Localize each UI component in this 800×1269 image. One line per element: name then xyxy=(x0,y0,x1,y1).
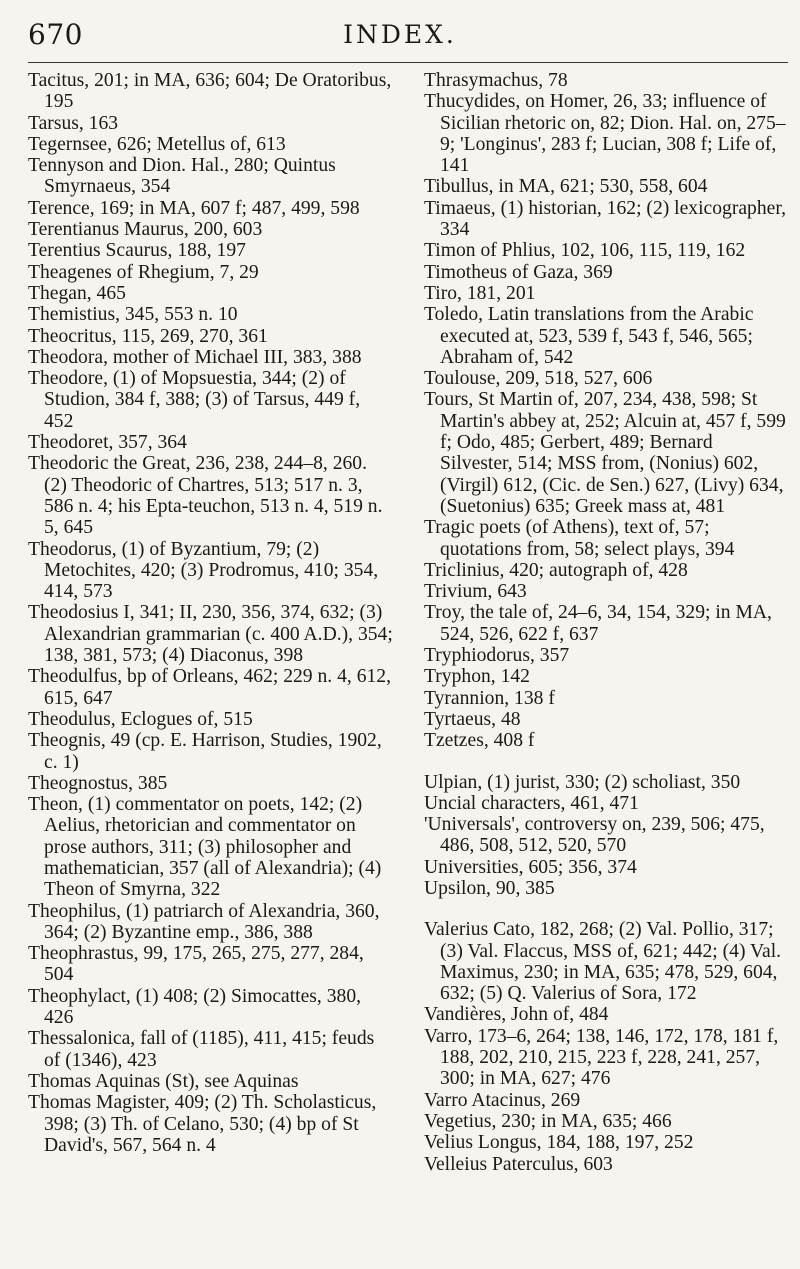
index-entry: Theodoric the Great, 236, 238, 244–8, 260. (2) Theodoric of Chartres, 513; 517 n. 3, 586 n. 4; his Epta-teuchon, 513 n. 4, 519 n. 5, 645 xyxy=(28,453,383,539)
index-entry: Tryphon, 142 xyxy=(424,666,530,688)
index-entry: Terentianus Maurus, 200, 603 xyxy=(28,219,263,241)
index-entry: Tyrannion, 138 f xyxy=(424,687,555,709)
index-entry: Tarsus, 163 xyxy=(28,112,119,134)
page-title: INDEX. xyxy=(343,20,457,49)
index-entry: Varro Atacinus, 269 xyxy=(424,1089,581,1111)
index-entry: Vegetius, 230; in MA, 635; 466 xyxy=(424,1110,672,1132)
index-entry: Theognis, 49 (cp. E. Harrison, Studies, 1902, c. 1) xyxy=(28,730,382,773)
index-entry: Tibullus, in MA, 621; 530, 558, 604 xyxy=(424,176,708,198)
index-entry: Theognostus, 385 xyxy=(28,772,168,794)
index-entry: Upsilon, 90, 385 xyxy=(424,877,555,899)
index-entry: Uncial characters, 461, 471 xyxy=(424,792,639,814)
index-entry: Toulouse, 209, 518, 527, 606 xyxy=(424,368,653,390)
index-entry: Thomas Aquinas (St), see Aquinas xyxy=(28,1070,299,1092)
section-gap xyxy=(424,752,788,772)
index-entry: Tragic poets (of Athens), text of, 57; quotations from, 58; select plays, 394 xyxy=(424,517,735,560)
index-entry: Theodoret, 357, 364 xyxy=(28,432,187,454)
index-entry: Trivium, 643 xyxy=(424,581,527,603)
index-entry: Thrasymachus, 78 xyxy=(424,70,568,91)
index-entry: Valerius Cato, 182, 268; (2) Val. Pollio, 317; (3) Val. Flaccus, MSS of, 621; 442; (4) Val. Maximus, 230; in MA, 635; 478, 529, 604, 632; (5) Q. Valerius of Sora, 172 xyxy=(424,919,782,1005)
left-index-column xyxy=(28,70,393,1156)
index-entry: Tiro, 181, 201 xyxy=(424,282,536,304)
index-entry: Theagenes of Rhegium, 7, 29 xyxy=(28,261,259,283)
header-rule xyxy=(28,62,788,63)
section-gap xyxy=(424,899,788,919)
index-entry: Themistius, 345, 553 n. 10 xyxy=(28,304,238,326)
index-entry: Theodulfus, bp of Orleans, 462; 229 n. 4, 612, 615, 647 xyxy=(28,666,391,709)
index-entry: Timon of Phlius, 102, 106, 115, 119, 162 xyxy=(424,240,746,262)
index-entry: Troy, the tale of, 24–6, 34, 154, 329; in MA, 524, 526, 622 f, 637 xyxy=(424,602,772,645)
index-entry: Universities, 605; 356, 374 xyxy=(424,856,637,878)
index-entry: Ulpian, (1) jurist, 330; (2) scholiast, 350 xyxy=(424,771,741,793)
index-entry: Thegan, 465 xyxy=(28,282,126,304)
index-entry: Theodosius I, 341; II, 230, 356, 374, 632; (3) Alexandrian grammarian (c. 400 A.D.), 354; 138, 381, 573; (4) Diaconus, 398 xyxy=(28,602,393,667)
index-entry: Timotheus of Gaza, 369 xyxy=(424,261,613,283)
index-entry: Theodore, (1) of Mopsuestia, 344; (2) of Studion, 384 f, 388; (3) of Tarsus, 449 f, 452 xyxy=(28,368,361,432)
index-entry: Timaeus, (1) historian, 162; (2) lexicographer, 334 xyxy=(424,197,786,241)
index-entry: Triclinius, 420; autograph of, 428 xyxy=(424,559,688,581)
index-entry: Thessalonica, fall of (1185), 411, 415; feuds of (1346), 423 xyxy=(28,1028,375,1071)
index-entry: Tegernsee, 626; Metellus of, 613 xyxy=(28,133,286,155)
index-entry: Tacitus, 201; in MA, 636; 604; De Oratoribus, 195 xyxy=(28,70,392,113)
index-entry: Theodulus, Eclogues of, 515 xyxy=(28,708,253,730)
index-entry: Velius Longus, 184, 188, 197, 252 xyxy=(424,1132,694,1154)
right-index-column xyxy=(424,70,788,1175)
index-entry: Terentius Scaurus, 188, 197 xyxy=(28,240,246,262)
index-entry: Thucydides, on Homer, 26, 33; influence of Sicilian rhetoric on, 82; Dion. Hal. on, 275–9; 'Longinus', 283 f; Lucian, 308 f; Life of, 141 xyxy=(424,91,786,177)
index-entry: Tyrtaeus, 48 xyxy=(424,708,521,730)
index-entry: Varro, 173–6, 264; 138, 146, 172, 178, 181 f, 188, 202, 210, 215, 223 f, 228, 241, 257, 300; in MA, 627; 476 xyxy=(424,1025,779,1090)
index-entry: Vandières, John of, 484 xyxy=(424,1004,609,1026)
index-entry: Velleius Paterculus, 603 xyxy=(424,1153,613,1175)
page-number: 670 xyxy=(28,18,83,51)
index-entry: Tryphiodorus, 357 xyxy=(424,645,570,667)
index-entry: Toledo, Latin translations from the Arabic executed at, 523, 539 f, 543 f, 546, 565; Abraham of, 542 xyxy=(424,304,754,368)
index-entry: Tours, St Martin of, 207, 234, 438, 598; St Martin's abbey at, 252; Alcuin at, 457 f, 599 f; Odo, 485; Gerbert, 489; Bernard Silvester, 514; MSS from, (Nonius) 602, (Virgil) 612, (Cic. de Sen.) 627, (Livy) 634, (Suetonius) 635; Greek mass at, 481 xyxy=(424,389,786,517)
index-entry: 'Universals', controversy on, 239, 506; 475, 486, 508, 512, 520, 570 xyxy=(424,814,765,857)
index-entry: Theophilus, (1) patriarch of Alexandria, 360, 364; (2) Byzantine emp., 386, 388 xyxy=(28,900,380,943)
index-entry: Theodorus, (1) of Byzantium, 79; (2) Metochites, 420; (3) Prodromus, 410; 354, 414, 573 xyxy=(28,538,379,603)
index-entry: Theon, (1) commentator on poets, 142; (2) Aelius, rhetorician and commentator on prose authors, 311; (3) philosopher and mathematician, 357 (all of Alexandria); (4) Theon of Smyrna, 322 xyxy=(28,794,382,901)
page-header xyxy=(0,18,800,58)
index-entry: Theodora, mother of Michael III, 383, 388 xyxy=(28,346,362,368)
index-entry: Theocritus, 115, 269, 270, 361 xyxy=(28,325,268,347)
index-entry: Thomas Magister, 409; (2) Th. Scholasticus, 398; (3) Th. of Celano, 530; (4) bp of St David's, 567, 564 n. 4 xyxy=(28,1092,377,1156)
index-entry: Tzetzes, 408 f xyxy=(424,730,535,752)
index-entry: Terence, 169; in MA, 607 f; 487, 499, 598 xyxy=(28,197,360,219)
index-entry: Theophylact, (1) 408; (2) Simocattes, 380, 426 xyxy=(28,985,362,1029)
index-entry: Tennyson and Dion. Hal., 280; Quintus Smyrnaeus, 354 xyxy=(28,155,336,198)
index-entry: Theophrastus, 99, 175, 265, 275, 277, 284, 504 xyxy=(28,943,364,986)
